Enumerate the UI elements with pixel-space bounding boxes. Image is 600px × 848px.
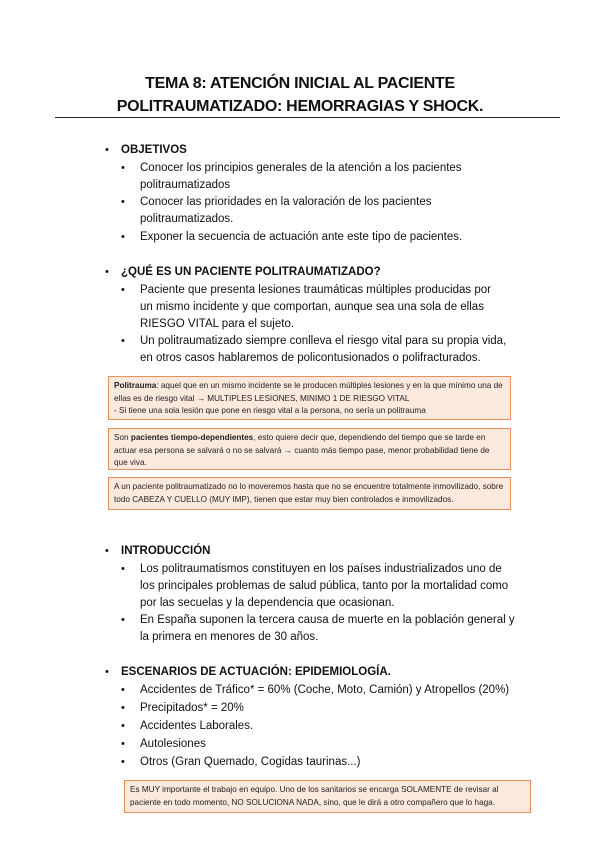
list-item: Un politraumatizado siempre conlleva el riesgo vital para su propia vida, en otros casos hablaremos de policontusionados o polifracturados.	[140, 335, 507, 364]
bullet: •	[121, 684, 125, 696]
list-item: Paciente que presenta lesiones traumáticas múltiples producidas por un mismo incidente y que comportan, aunque sea una sola de ellas RIESGO VITAL para el sujeto.	[140, 284, 491, 330]
note-inmovilizacion	[108, 477, 511, 510]
bullet-escenarios: •	[105, 666, 109, 678]
note-tiempo-pre: Son	[114, 433, 131, 442]
bullet: •	[121, 335, 125, 347]
list-item: Conocer los principios generales de la atención a los pacientes politraumatizados	[140, 162, 462, 191]
list-item: Conocer las prioridades en la valoración de los pacientes politraumatizados.	[140, 196, 432, 225]
list-item: Autolesiones	[140, 738, 206, 750]
list-item: Los politraumatismos constituyen en los países industrializados uno de los principales problemas de salud pública, tanto por la mortalidad como por las secuelas y la dependencia que ocasionan.	[140, 563, 509, 609]
document-title	[0, 72, 600, 118]
note-politrauma-text: : aquel que en un mismo incidente se le producen múltiples lesiones y en la que mínimo una de ellas es de riesgo vital → MULTIPLES LESIONES, MINIMO 1 DE RIESGO VITAL	[114, 381, 503, 403]
note-tiempo-dependientes	[108, 428, 511, 470]
title-divider	[55, 117, 560, 118]
bullet: •	[121, 231, 125, 243]
list-item: Exponer la secuencia de actuación ante este tipo de pacientes.	[140, 231, 463, 243]
note-politrauma-term: Politrauma	[114, 381, 157, 390]
bullet: •	[121, 702, 125, 714]
list-item: Accidentes Laborales.	[140, 720, 254, 732]
heading-introduccion: INTRODUCCIÓN	[121, 545, 211, 557]
note-politrauma	[108, 376, 511, 420]
note-trabajo-equipo-text: Es MUY importante el trabajo en equipo. Uno de los sanitarios se encarga SOLAMENTE de revisar al paciente en todo momento, NO SOLUCIONA NADA, sino, que le dirá a otro compañero que lo haga.	[130, 785, 499, 807]
note-trabajo-equipo	[124, 780, 531, 813]
list-item: Precipitados* = 20%	[140, 702, 244, 714]
note-tiempo-text: , esto quiere decir que, dependiendo del tiempo que se tarde en actuar esa persona se salvará o no se salvará → cuanto más tiempo pase, menor probabilidad tiene de que viva.	[114, 433, 490, 467]
bullet: •	[121, 720, 125, 732]
bullet-que-es: •	[105, 266, 109, 278]
bullet: •	[121, 738, 125, 750]
list-item: Otros (Gran Quemado, Cogidas taurinas...)	[140, 756, 361, 768]
title-line-1: TEMA 8: ATENCIÓN INICIAL AL PACIENTE	[145, 75, 455, 92]
heading-objetivos: OBJETIVOS	[121, 144, 187, 156]
note-politrauma-line2: - Si tiene una sola lesión que pone en riesgo vital a la persona, no sería un politrauma	[114, 406, 426, 415]
list-item: Accidentes de Tráfico* = 60% (Coche, Moto, Camión) y Atropellos (20%)	[140, 684, 510, 696]
bullet-introduccion: •	[105, 545, 109, 557]
bullet: •	[121, 196, 125, 208]
note-tiempo-term: pacientes tiempo-dependientes	[130, 433, 254, 442]
bullet-objetivos: •	[105, 144, 109, 156]
bullet: •	[121, 284, 125, 296]
bullet: •	[121, 563, 125, 575]
heading-escenarios: ESCENARIOS DE ACTUACIÓN: EPIDEMIOLOGÍA.	[121, 666, 391, 678]
heading-que-es: ¿QUÉ ES UN PACIENTE POLITRAUMATIZADO?	[121, 266, 381, 278]
list-item: En España suponen la tercera causa de muerte en la población general y la primera en menores de 30 años.	[140, 614, 515, 643]
bullet: •	[121, 162, 125, 174]
note-inmovilizacion-text: A un paciente politraumatizado no lo moveremos hasta que no se encuentre totalmente inmovilizado, sobre todo CABEZA Y CUELLO (MUY IMP), tienen que estar muy bien controlados e inmovilizados.	[114, 482, 504, 504]
title-line-2: POLITRAUMATIZADO: HEMORRAGIAS Y SHOCK.	[116, 98, 484, 115]
bullet: •	[121, 614, 125, 626]
bullet: •	[121, 756, 125, 768]
